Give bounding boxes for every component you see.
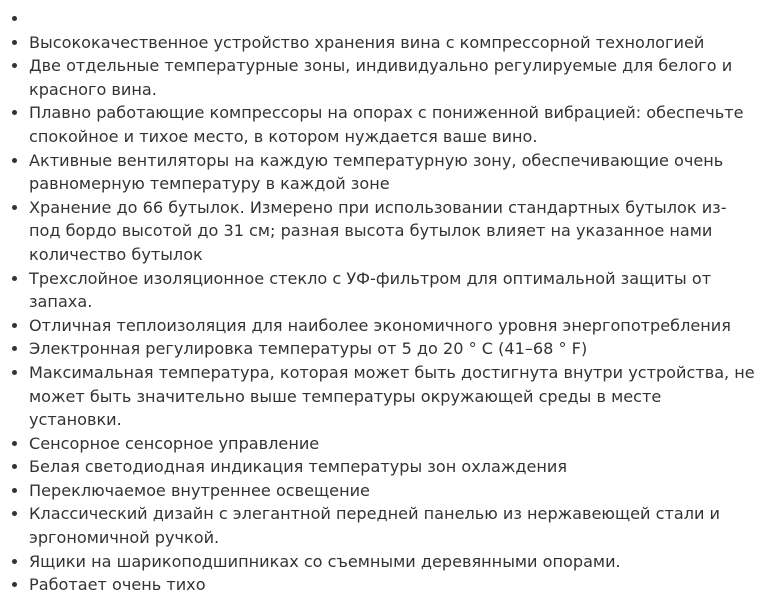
list-item: • Высококачественное устройство хранения вина с компрессорной технологией <box>29 31 757 55</box>
list-item: • Работает очень тихо <box>29 573 757 597</box>
list-item: • Плавно работающие компрессоры на опорах с пониженной вибрацией: обеспечьте спокойное и тихое место, в котором нуждается ваше вино. <box>29 101 757 148</box>
list-item: • Ящики на шарикоподшипниках со съемными деревянными опорами. <box>29 550 757 574</box>
list-item: • Трехслойное изоляционное стекло с УФ-фильтром для оптимальной защиты от запаха. <box>29 267 757 314</box>
list-item: • Переключаемое внутреннее освещение <box>29 479 757 503</box>
list-item: • Активные вентиляторы на каждую температурную зону, обеспечивающие очень равномерную температуру в каждой зоне <box>29 149 757 196</box>
list-item: • Сенсорное сенсорное управление <box>29 432 757 456</box>
list-item: • Две отдельные температурные зоны, индивидуально регулируемые для белого и красного вина. <box>29 54 757 101</box>
list-item: • Белая светодиодная индикация температуры зон охлаждения <box>29 455 757 479</box>
list-item: • Классический дизайн с элегантной передней панелью из нержавеющей стали и эргономичной ручкой. <box>29 502 757 549</box>
list-item: • Электронная регулировка температуры от 5 до 20 ° C (41–68 ° F) <box>29 337 757 361</box>
list-item: • Отличная теплоизоляция для наиболее экономичного уровня энергопотребления <box>29 314 757 338</box>
list-item: • Максимальная температура, которая может быть достигнута внутри устройства, не может быть значительно выше температуры окружающей среды в месте установки. <box>29 361 757 432</box>
list-item <box>29 7 757 31</box>
list-item: • Хранение до 66 бутылок. Измерено при использовании стандартных бутылок из-под бордо высотой до 31 см; разная высота бутылок влияет на указанное нами количество бутылок <box>29 196 757 267</box>
